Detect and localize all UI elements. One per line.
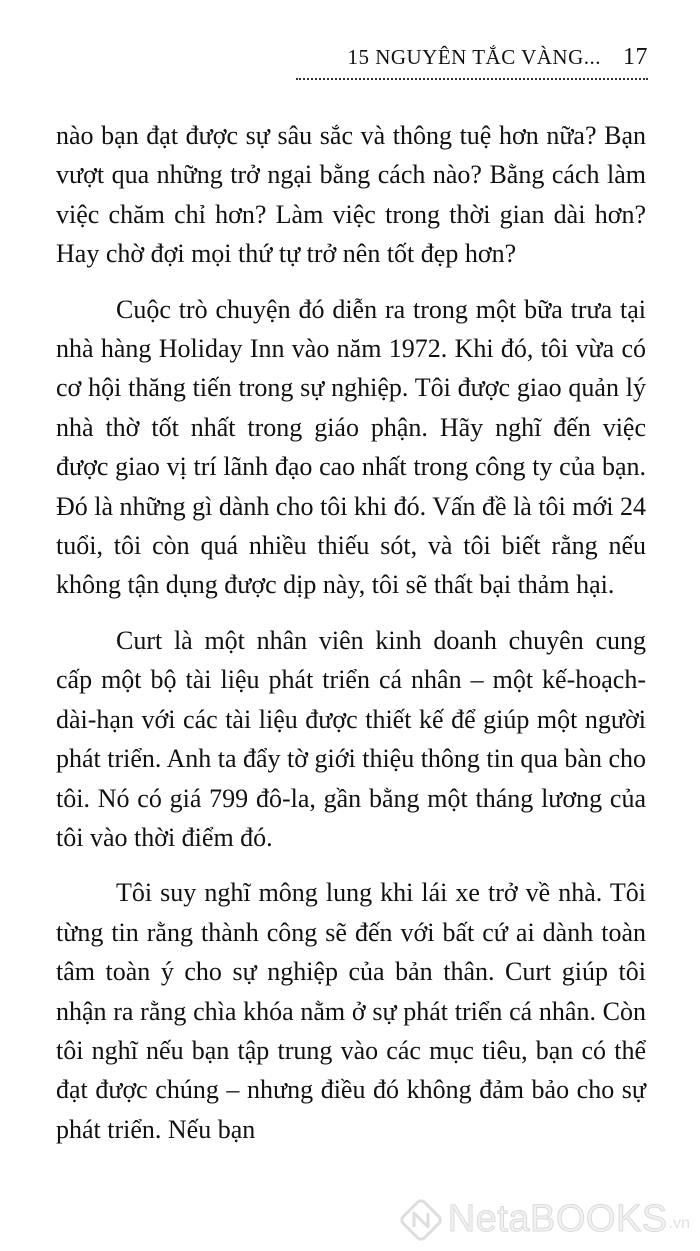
running-header bbox=[290, 44, 648, 71]
paragraph-1: nào bạn đạt được sự sâu sắc và thông tuệ hơn nữa? Bạn vượt qua những trở ngại bằng cách nào? Bằng cách làm việc chăm chỉ hơn? Làm việc trong thời gian dài hơn? Hay chờ đợi mọi thứ tự trở nên tốt đẹp hơn? bbox=[56, 121, 646, 269]
header-dotted-rule bbox=[296, 78, 648, 80]
netabooks-logo-icon bbox=[400, 1199, 442, 1241]
body-text bbox=[56, 116, 646, 1165]
netabooks-watermark bbox=[400, 1198, 690, 1241]
watermark-tld: .vn bbox=[668, 1215, 690, 1232]
paragraph-4: Tôi suy nghĩ mông lung khi lái xe trở về nhà. Tôi từng tin rằng thành công sẽ đến với bất cứ ai dành toàn tâm toàn ý cho sự nghiệp của bản thân. Curt giúp tôi nhận ra rằng chìa khóa nằm ở sự phát triển cá nhân. Còn tôi nghĩ nếu bạn tập trung vào các mục tiêu, bạn có thể đạt được chúng – nhưng điều đó không đảm bảo cho sự phát triển. Nếu bạn bbox=[56, 878, 646, 1144]
page-number: 17 bbox=[623, 44, 648, 70]
paragraph-2: Cuộc trò chuyện đó diễn ra trong một bữa trưa tại nhà hàng Holiday Inn vào năm 1972. Khi đó, tôi vừa có cơ hội thăng tiến trong sự nghiệp. Tôi được giao quản lý nhà thờ tốt nhất trong giáo phận. Hãy nghĩ đến việc được giao vị trí lãnh đạo cao nhất trong công ty của bạn. Đó là những gì dành cho tôi khi đó. Vấn đề là tôi mới 24 tuổi, tôi còn quá nhiều thiếu sót, và tôi biết rằng nếu không tận dụng được dịp này, tôi sẽ thất bại thảm hại. bbox=[56, 294, 646, 600]
chapter-title: 15 NGUYÊN TẮC VÀNG... bbox=[347, 45, 601, 69]
watermark-brand: NetaBOOKS bbox=[447, 1198, 668, 1240]
paragraph-3: Curt là một nhân viên kinh doanh chuyên cung cấp một bộ tài liệu phát triển cá nhân – một kế-hoạch-dài-hạn với các tài liệu được thiết kế để giúp một người phát triển. Anh ta đẩy tờ giới thiệu thông tin qua bàn cho tôi. Nó có giá 799 đô-la, gần bằng một tháng lương của tôi vào thời điểm đó. bbox=[56, 625, 647, 852]
